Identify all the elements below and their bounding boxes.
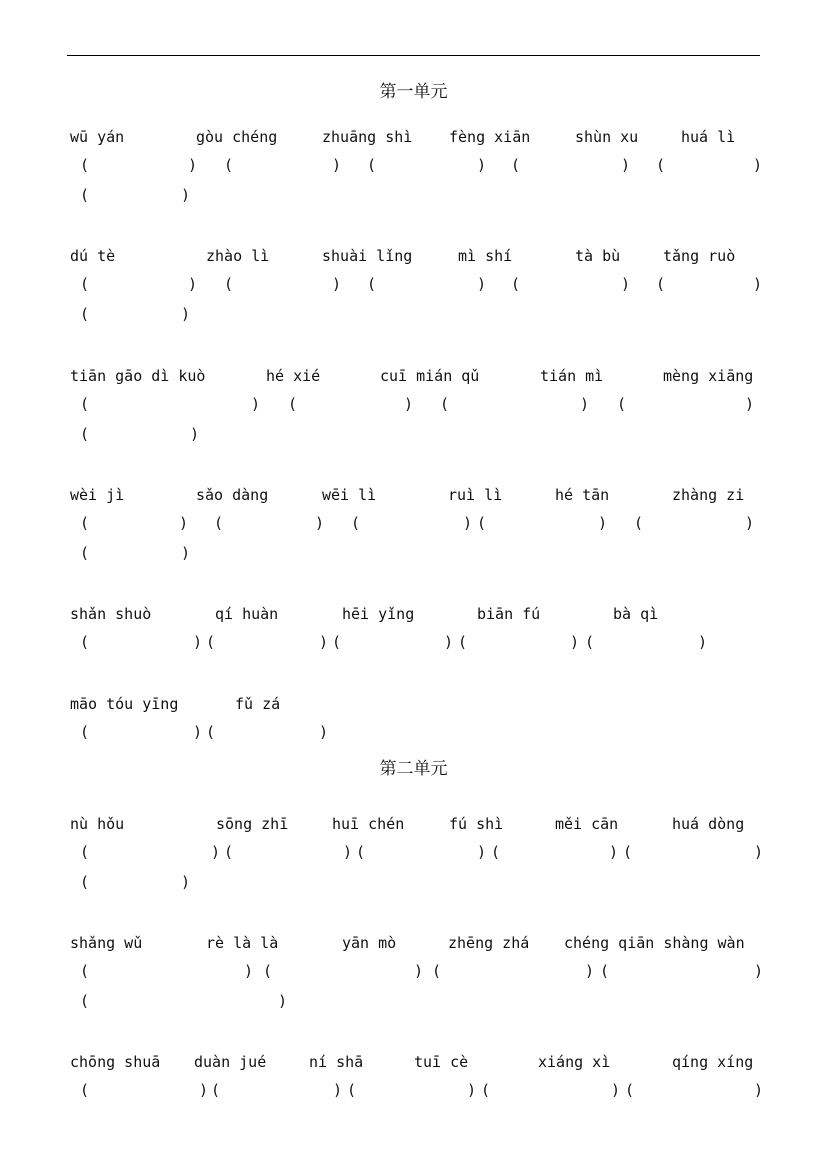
pinyin-word: sǎo dàng [196, 486, 269, 504]
answer-close-bracket[interactable]: ) [477, 843, 487, 861]
answer-open-bracket[interactable]: ( [206, 723, 216, 741]
pinyin-word: tiān gāo dì kuò [70, 367, 206, 385]
pinyin-word: dú tè [70, 247, 116, 265]
pinyin-word: chéng qiān shàng wàn [564, 934, 745, 952]
answer-close-bracket[interactable]: ) [319, 633, 329, 651]
pinyin-word: tuī cè [414, 1053, 469, 1071]
answer-close-bracket[interactable]: ) [621, 156, 631, 174]
answer-close-bracket[interactable]: ) [315, 514, 325, 532]
pinyin-word: huá lì [681, 128, 736, 146]
answer-open-bracket[interactable]: ( [80, 275, 90, 293]
pinyin-word: wū yán [70, 128, 125, 146]
answer-open-bracket[interactable]: ( [80, 305, 90, 323]
answer-close-bracket[interactable]: ) [193, 633, 203, 651]
answer-open-bracket[interactable]: ( [211, 1081, 221, 1099]
answer-open-bracket[interactable]: ( [80, 1081, 90, 1099]
answer-open-bracket[interactable]: ( [80, 723, 90, 741]
answer-open-bracket[interactable]: ( [347, 1081, 357, 1099]
pinyin-word: zhēng zhá [448, 934, 530, 952]
answer-close-bracket[interactable]: ) [181, 305, 191, 323]
pinyin-word: qí huàn [215, 605, 279, 623]
pinyin-word: rè là là [206, 934, 279, 952]
answer-open-bracket[interactable]: ( [440, 395, 450, 413]
pinyin-word: bà qì [613, 605, 659, 623]
pinyin-word: wèi jì [70, 486, 125, 504]
answer-close-bracket[interactable]: ) [181, 186, 191, 204]
answer-open-bracket[interactable]: ( [656, 275, 666, 293]
answer-open-bracket[interactable]: ( [80, 633, 90, 651]
pinyin-word: māo tóu yīng [70, 695, 179, 713]
answer-close-bracket[interactable]: ) [477, 156, 487, 174]
answer-close-bracket[interactable]: ) [278, 992, 288, 1010]
pinyin-word: hé tān [555, 486, 610, 504]
answer-open-bracket[interactable]: ( [80, 395, 90, 413]
pinyin-word: yān mò [342, 934, 397, 952]
pinyin-word: gòu chéng [196, 128, 278, 146]
answer-close-bracket[interactable]: ) [332, 275, 342, 293]
answer-open-bracket[interactable]: ( [80, 962, 90, 980]
answer-close-bracket[interactable]: ) [753, 275, 763, 293]
answer-open-bracket[interactable]: ( [356, 843, 366, 861]
pinyin-word: měi cān [555, 815, 619, 833]
answer-close-bracket[interactable]: ) [745, 514, 755, 532]
answer-close-bracket[interactable]: ) [211, 843, 221, 861]
answer-close-bracket[interactable]: ) [477, 275, 487, 293]
answer-open-bracket[interactable]: ( [367, 156, 377, 174]
pinyin-word: zhàng zi [672, 486, 745, 504]
pinyin-word: fú shì [449, 815, 504, 833]
pinyin-word: duàn jué [194, 1053, 267, 1071]
answer-close-bracket[interactable]: ) [193, 723, 203, 741]
answer-close-bracket[interactable]: ) [753, 156, 763, 174]
pinyin-word: tǎng ruò [663, 247, 736, 265]
answer-close-bracket[interactable]: ) [754, 962, 764, 980]
answer-open-bracket[interactable]: ( [585, 633, 595, 651]
answer-open-bracket[interactable]: ( [625, 1081, 635, 1099]
answer-open-bracket[interactable]: ( [656, 156, 666, 174]
answer-close-bracket[interactable]: ) [188, 156, 198, 174]
answer-open-bracket[interactable]: ( [458, 633, 468, 651]
pinyin-word: biān fú [477, 605, 541, 623]
answer-close-bracket[interactable]: ) [404, 395, 414, 413]
answer-open-bracket[interactable]: ( [477, 514, 487, 532]
answer-open-bracket[interactable]: ( [600, 962, 610, 980]
answer-open-bracket[interactable]: ( [80, 992, 90, 1010]
pinyin-word: zhào lì [206, 247, 270, 265]
answer-open-bracket[interactable]: ( [224, 843, 234, 861]
pinyin-word: xiáng xì [538, 1053, 611, 1071]
answer-close-bracket[interactable]: ) [333, 1081, 343, 1099]
pinyin-word: sōng zhī [216, 815, 289, 833]
answer-open-bracket[interactable]: ( [80, 873, 90, 891]
unit-title: 第一单元 [379, 82, 448, 102]
answer-open-bracket[interactable]: ( [80, 156, 90, 174]
pinyin-word: zhuāng shì [322, 128, 413, 146]
pinyin-word: huī chén [332, 815, 405, 833]
answer-close-bracket[interactable]: ) [199, 1081, 209, 1099]
answer-open-bracket[interactable]: ( [206, 633, 216, 651]
answer-close-bracket[interactable]: ) [244, 962, 254, 980]
answer-open-bracket[interactable]: ( [623, 843, 633, 861]
answer-open-bracket[interactable]: ( [224, 275, 234, 293]
pinyin-word: wēi lì [322, 486, 377, 504]
unit-title: 第二单元 [379, 759, 448, 779]
answer-close-bracket[interactable]: ) [319, 723, 329, 741]
answer-close-bracket[interactable]: ) [580, 395, 590, 413]
answer-open-bracket[interactable]: ( [351, 514, 361, 532]
answer-close-bracket[interactable]: ) [181, 873, 191, 891]
answer-open-bracket[interactable]: ( [80, 544, 90, 562]
answer-close-bracket[interactable]: ) [332, 156, 342, 174]
answer-close-bracket[interactable]: ) [609, 843, 619, 861]
pinyin-word: nù hǒu [70, 815, 125, 833]
answer-open-bracket[interactable]: ( [224, 156, 234, 174]
answer-close-bracket[interactable]: ) [754, 1081, 764, 1099]
answer-open-bracket[interactable]: ( [80, 186, 90, 204]
pinyin-word: tà bù [575, 247, 621, 265]
pinyin-word: hēi yǐng [342, 605, 415, 623]
answer-close-bracket[interactable]: ) [343, 843, 353, 861]
pinyin-word: mì shí [458, 247, 513, 265]
answer-open-bracket[interactable]: ( [617, 395, 627, 413]
answer-close-bracket[interactable]: ) [745, 395, 755, 413]
pinyin-word: mèng xiāng [663, 367, 754, 385]
answer-close-bracket[interactable]: ) [188, 275, 198, 293]
answer-close-bracket[interactable]: ) [190, 425, 200, 443]
pinyin-word: shǎng wǔ [70, 934, 143, 952]
pinyin-word: hé xié [266, 367, 321, 385]
pinyin-word: chōng shuā [70, 1053, 161, 1071]
answer-close-bracket[interactable]: ) [611, 1081, 621, 1099]
pinyin-word: fǔ zá [235, 695, 281, 713]
answer-close-bracket[interactable]: ) [414, 962, 424, 980]
answer-open-bracket[interactable]: ( [332, 633, 342, 651]
pinyin-word: cuī mián qǔ [380, 367, 480, 385]
answer-close-bracket[interactable]: ) [179, 514, 189, 532]
pinyin-word: fèng xiān [449, 128, 531, 146]
pinyin-word: qíng xíng [672, 1053, 754, 1071]
answer-close-bracket[interactable]: ) [621, 275, 631, 293]
answer-open-bracket[interactable]: ( [214, 514, 224, 532]
header-rule [67, 55, 760, 56]
answer-close-bracket[interactable]: ) [585, 962, 595, 980]
answer-open-bracket[interactable]: ( [511, 275, 521, 293]
answer-close-bracket[interactable]: ) [754, 843, 764, 861]
pinyin-word: ní shā [309, 1053, 364, 1071]
pinyin-word: shuài lǐng [322, 247, 413, 265]
answer-close-bracket[interactable]: ) [463, 514, 473, 532]
answer-open-bracket[interactable]: ( [367, 275, 377, 293]
answer-close-bracket[interactable]: ) [598, 514, 608, 532]
answer-open-bracket[interactable]: ( [80, 514, 90, 532]
answer-open-bracket[interactable]: ( [288, 395, 298, 413]
answer-open-bracket[interactable]: ( [511, 156, 521, 174]
answer-close-bracket[interactable]: ) [698, 633, 708, 651]
answer-close-bracket[interactable]: ) [444, 633, 454, 651]
pinyin-word: shǎn shuò [70, 605, 152, 623]
answer-open-bracket[interactable]: ( [432, 962, 442, 980]
answer-open-bracket[interactable]: ( [634, 514, 644, 532]
answer-open-bracket[interactable]: ( [263, 962, 273, 980]
pinyin-word: shùn xu [575, 128, 639, 146]
pinyin-word: huá dòng [672, 815, 745, 833]
answer-close-bracket[interactable]: ) [570, 633, 580, 651]
answer-open-bracket[interactable]: ( [80, 843, 90, 861]
answer-open-bracket[interactable]: ( [491, 843, 501, 861]
answer-open-bracket[interactable]: ( [481, 1081, 491, 1099]
pinyin-word: ruì lì [448, 486, 503, 504]
answer-open-bracket[interactable]: ( [80, 425, 90, 443]
answer-close-bracket[interactable]: ) [251, 395, 261, 413]
answer-close-bracket[interactable]: ) [467, 1081, 477, 1099]
pinyin-word: tián mì [540, 367, 604, 385]
answer-close-bracket[interactable]: ) [181, 544, 191, 562]
